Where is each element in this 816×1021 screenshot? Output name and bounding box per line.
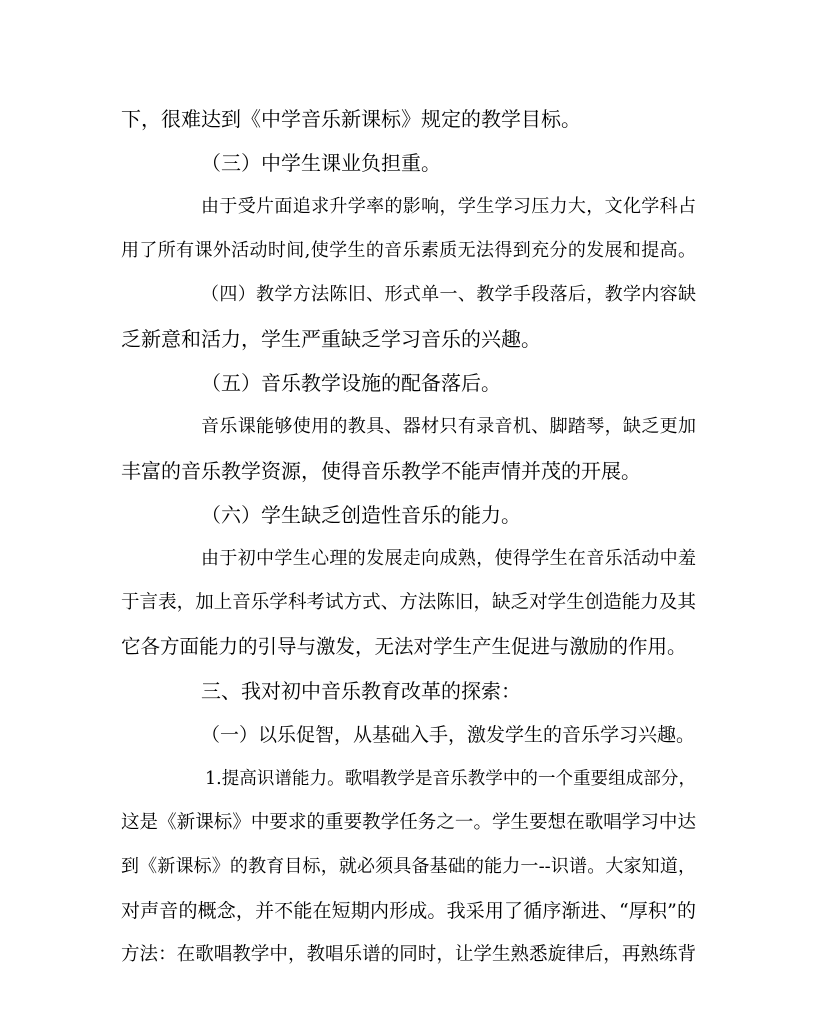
text-line: 对声音的概念，并不能在短期内形成。我采用了循序渐进、“厚积”的 <box>121 900 696 922</box>
text-line: 这是《新课标》中要求的重要教学任务之一。学生要想在歌唱学习中达 <box>121 812 696 833</box>
text-line: 1.提高识谱能力。歌唱教学是音乐教学中的一个重要组成部分， <box>205 769 696 789</box>
section-heading: （五）音乐教学设施的配备落后。 <box>201 371 501 395</box>
text-line: 丰富的音乐教学资源，使得音乐教学不能声情并茂的开展。 <box>121 459 641 483</box>
text-line: 用了所有课外活动时间,使学生的音乐素质无法得到充分的发展和提高。 <box>121 240 696 261</box>
text-line: 乏新意和活力，学生严重缺乏学习音乐的兴趣。 <box>121 327 541 351</box>
text-line: 它各方面能力的引导与激发，无法对学生产生促进与激励的作用。 <box>121 635 687 658</box>
text-line: 由于受片面追求升学率的影响，学生学习压力大，文化学科占 <box>201 196 696 217</box>
text-line: 于言表，加上音乐学科考试方式、方法陈旧，缺乏对学生创造能力及其 <box>121 592 696 613</box>
text-line: 下，很难达到《中学音乐新课标》规定的教学目标。 <box>121 107 581 131</box>
text-line: 到《新课标》的教育目标，就必须具备基础的能力一--识谱。大家知道， <box>121 856 696 877</box>
section-heading: （四）教学方法陈旧、形式单一、教学手段落后，教学内容缺 <box>201 284 696 305</box>
text-line: 由于初中学生心理的发展走向成熟，使得学生在音乐活动中羞 <box>201 548 696 569</box>
text-line: 音乐课能够使用的教具、器材只有录音机、脚踏琴，缺乏更加 <box>201 416 696 437</box>
section-heading: （六）学生缺乏创造性音乐的能力。 <box>201 503 521 527</box>
section-heading: （三）中学生课业负担重。 <box>201 151 441 175</box>
text-line: 方法：在歌唱教学中，教唱乐谱的同时，让学生熟悉旋律后，再熟练背 <box>121 944 696 965</box>
section-heading: （一）以乐促智，从基础入手，激发学生的音乐学习兴趣。 <box>201 724 696 746</box>
section-heading: 三、我对初中音乐教育改革的探索： <box>201 679 521 703</box>
